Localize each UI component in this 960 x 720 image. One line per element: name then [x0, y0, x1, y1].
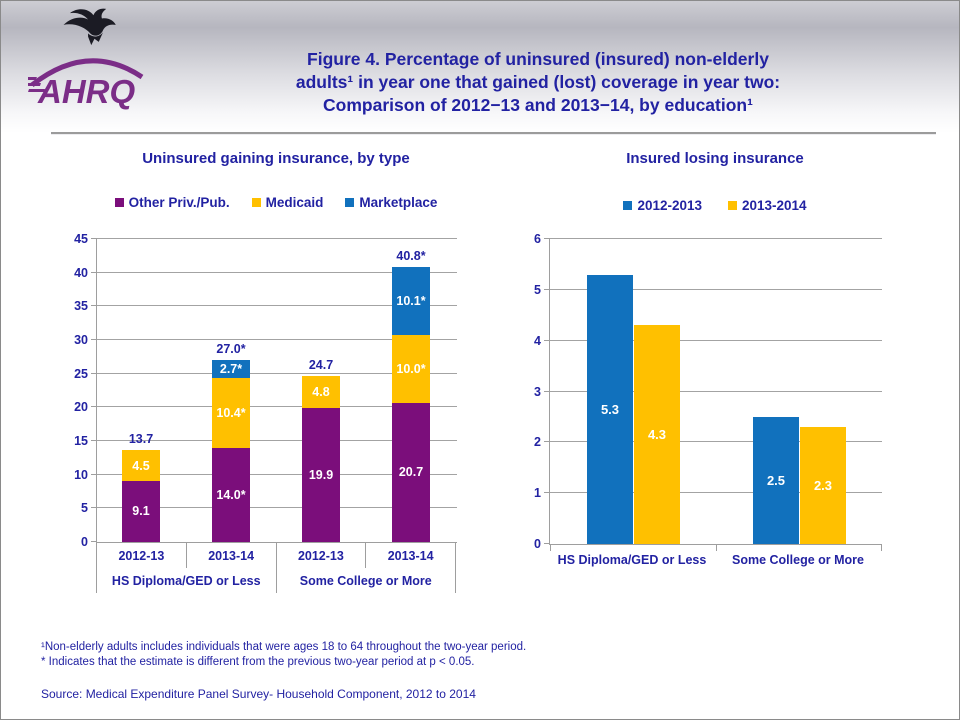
gridline	[550, 238, 882, 239]
x-label-year: 2012-13	[96, 543, 186, 568]
bar-segment-value-label: 2.7*	[219, 361, 243, 376]
legend-label: 2013-2014	[742, 198, 807, 213]
x-label-year: 2012-13	[276, 543, 366, 568]
bar-total-label: 40.8*	[396, 249, 426, 264]
left-chart-y-axis	[40, 232, 88, 549]
bar-segment-value-label: 4.8	[312, 384, 330, 399]
y-axis-tick	[544, 289, 550, 290]
legend-item-2012-2013	[623, 198, 702, 213]
ahrq-wordmark	[28, 49, 146, 111]
y-axis-tick-label: 0	[81, 535, 88, 549]
y-axis-tick	[91, 507, 97, 508]
figure-title-line1: Figure 4. Percentage of uninsured (insured) non-elderly	[307, 48, 769, 69]
bar-segment-value-label: 10.1*	[396, 294, 426, 309]
x-axis-tick	[881, 544, 882, 551]
bar-segment	[212, 378, 250, 448]
right-chart-x-axis	[549, 549, 881, 571]
y-axis-tick	[544, 492, 550, 493]
bar	[800, 427, 846, 544]
figure-title-line3: Comparison of 2012−13 and 2013−14, by education¹	[323, 94, 753, 115]
legend-swatch-marketplace	[345, 198, 354, 207]
left-chart-x-axis-years	[96, 543, 456, 568]
ahrq-logo	[27, 5, 147, 117]
bar-value-label: 5.3	[600, 401, 620, 417]
y-axis-tick-label: 25	[74, 366, 88, 381]
source-line: Source: Medical Expenditure Panel Survey- Household Component, 2012 to 2014	[41, 687, 476, 701]
footnote-2: * Indicates that the estimate is different from the previous two-year period at p < 0.05.	[41, 656, 475, 668]
bar-segment	[212, 360, 250, 378]
left-chart-legend	[66, 195, 486, 210]
bar	[634, 325, 680, 544]
right-chart-plot-area	[549, 239, 882, 545]
y-axis-tick-label: 2	[534, 435, 541, 450]
x-label-year: 2013-14	[365, 543, 456, 568]
bar-segment-value-label: 4.5	[132, 458, 150, 473]
legend-item-medicaid	[252, 195, 324, 210]
right-chart-y-axis	[493, 232, 541, 551]
y-axis-tick	[91, 440, 97, 441]
bar-segment	[392, 335, 430, 402]
header	[1, 1, 960, 133]
figure-title	[181, 48, 895, 117]
bar-total-label: 27.0*	[216, 341, 246, 356]
x-label-group: Some College or More	[732, 553, 864, 567]
y-axis-tick	[91, 541, 97, 542]
left-chart-title: Uninsured gaining insurance, by type	[142, 150, 410, 167]
y-axis-tick	[544, 238, 550, 239]
legend-item-other-priv-pub	[115, 195, 230, 210]
bar-segment	[122, 450, 160, 480]
right-chart-title: Insured losing insurance	[626, 150, 804, 167]
legend-swatch-2012-2013	[623, 201, 632, 210]
bar	[753, 417, 799, 544]
left-chart-x-axis-groups	[96, 568, 456, 593]
figure-title-line2: adults¹ in year one that gained (lost) coverage in year two:	[295, 71, 781, 92]
y-axis-tick-label: 35	[74, 299, 88, 314]
y-axis-tick-label: 0	[534, 537, 541, 551]
y-axis-tick	[544, 340, 550, 341]
y-axis-tick	[91, 305, 97, 306]
y-axis-tick	[544, 441, 550, 442]
bar-segment	[302, 408, 340, 542]
legend-swatch-medicaid	[252, 198, 261, 207]
legend-item-2013-2014	[728, 198, 807, 213]
y-axis-tick-label: 20	[74, 400, 88, 415]
y-axis-tick-label: 5	[534, 282, 541, 297]
bar	[587, 275, 633, 544]
legend-label: Marketplace	[359, 195, 438, 210]
y-axis-tick-label: 30	[74, 333, 88, 347]
footnote-1: ¹Non-elderly adults includes individuals that were ages 18 to 64 throughout the two-year period.	[41, 641, 527, 653]
legend-label: 2012-2013	[637, 198, 702, 213]
y-axis-tick-label: 15	[74, 434, 88, 448]
bar-value-label: 2.5	[766, 472, 786, 488]
bar-segment-value-label: 19.9	[308, 468, 334, 482]
bar-segment	[392, 403, 430, 542]
left-chart-plot-area	[96, 239, 457, 543]
y-axis-tick	[91, 406, 97, 407]
x-label-group: HS Diploma/GED or Less	[557, 553, 707, 567]
y-axis-tick-label: 3	[534, 384, 541, 399]
bar-segment	[122, 481, 160, 542]
bar-segment	[302, 376, 340, 408]
legend-swatch-2013-2014	[728, 201, 737, 210]
hhs-eagle-icon	[55, 5, 119, 49]
bar-value-label: 2.3	[813, 478, 833, 494]
bar-total-label: 24.7	[308, 357, 334, 372]
x-label-group: Some College or More	[276, 568, 457, 593]
y-axis-tick-label: 10	[74, 467, 88, 482]
y-axis-tick-label: 40	[74, 265, 88, 280]
y-axis-tick	[91, 474, 97, 475]
y-axis-tick-label: 45	[74, 232, 88, 246]
footnotes	[41, 640, 921, 670]
svg-text:AHRQ: AHRQ	[38, 73, 136, 110]
y-axis-tick-label: 4	[534, 333, 541, 348]
x-label-year: 2013-14	[186, 543, 276, 568]
y-axis-tick-label: 1	[534, 486, 541, 501]
bar-segment-value-label: 10.0*	[396, 361, 426, 376]
legend-item-marketplace	[345, 195, 437, 210]
bar-segment	[392, 267, 430, 335]
bar-segment-value-label: 10.4*	[216, 405, 246, 420]
y-axis-tick	[544, 391, 550, 392]
bar-segment-value-label: 9.1	[132, 504, 150, 519]
y-axis-tick-label: 6	[534, 232, 541, 246]
bar-segment-value-label: 20.7	[398, 465, 424, 480]
bar-segment	[212, 448, 250, 542]
y-axis-tick	[91, 238, 97, 239]
bar-value-label: 4.3	[647, 427, 667, 443]
header-divider	[51, 132, 936, 135]
x-label-group: HS Diploma/GED or Less	[96, 568, 276, 593]
y-axis-tick-label: 5	[81, 501, 88, 516]
y-axis-tick	[91, 272, 97, 273]
y-axis-tick	[91, 373, 97, 374]
legend-swatch-other-priv-pub	[115, 198, 124, 207]
bar-total-label: 13.7	[128, 432, 154, 447]
right-chart-legend	[549, 198, 881, 213]
y-axis-tick	[91, 339, 97, 340]
legend-label: Other Priv./Pub.	[128, 195, 230, 210]
bar-segment-value-label: 14.0*	[216, 487, 246, 502]
legend-label: Medicaid	[265, 195, 324, 210]
gridline	[97, 238, 457, 239]
